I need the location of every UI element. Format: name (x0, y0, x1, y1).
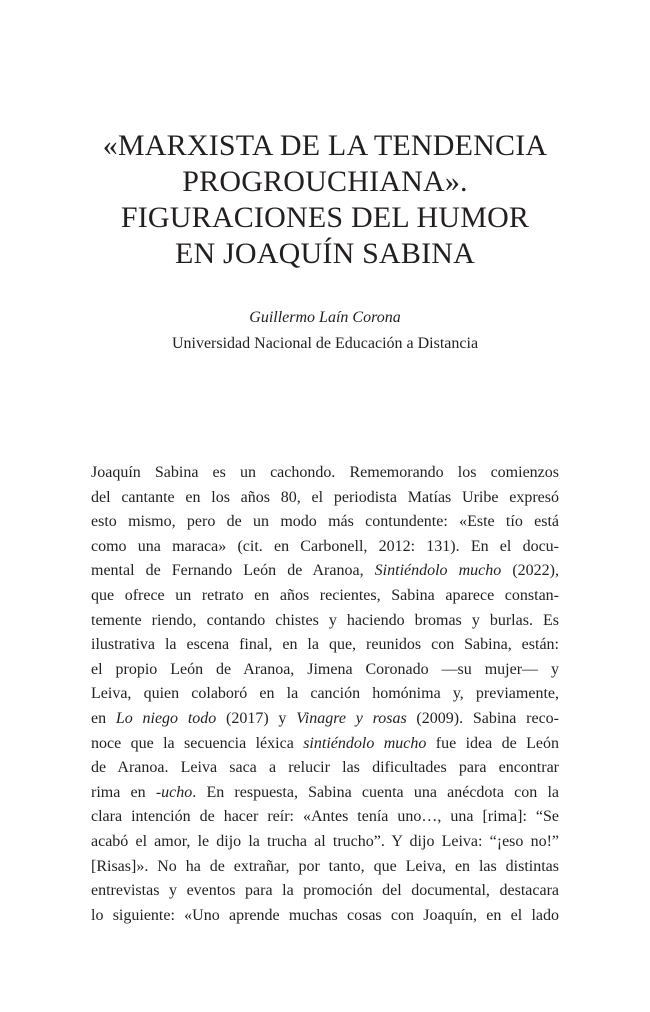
text-run: acabó el amor, le dijo la trucha al trucho”. Y dijo Leiva: “¡eso no!” (91, 832, 559, 850)
body-line (91, 879, 559, 904)
author-block (0, 306, 650, 356)
text-run: [Risas]». No ha de extrañar, por tanto, que Leiva, en las distintas (91, 857, 559, 875)
text-run: . En respuesta, Sabina cuenta una anécdota con la (192, 783, 559, 801)
text-run: mental de Fernando León de Aranoa, (91, 562, 375, 580)
text-run: (2009). Sabina reco- (406, 709, 559, 727)
italic-text: Lo niego todo (115, 709, 217, 727)
body-line (91, 633, 559, 658)
text-run: rima en (91, 783, 156, 801)
chapter-title (0, 128, 650, 272)
body-line (91, 855, 559, 880)
body-line (91, 732, 559, 757)
body-line (91, 535, 559, 560)
author-affiliation: Universidad Nacional de Educación a Distancia (171, 335, 479, 352)
body-line (91, 559, 559, 584)
body-line (91, 584, 559, 609)
body-line (91, 682, 559, 707)
text-run: entrevistas y eventos para la promoción del documental, destacara (91, 882, 559, 900)
text-run: Joaquín Sabina es un cachondo. Rememorando los comienzos (91, 464, 559, 481)
body-line (91, 756, 559, 781)
text-run: ilustrativa la escena final, en la que, reunidos con Sabina, están: (91, 636, 559, 654)
title-line: «MARXISTA DE LA TENDENCIA (102, 129, 548, 162)
text-run: del cantante en los años 80, el periodista Matías Uribe expresó (91, 488, 559, 506)
body-line (91, 781, 559, 806)
text-run: (2017) y (216, 709, 297, 727)
italic-text: Vinagre y rosas (296, 709, 407, 727)
text-run: en (91, 709, 116, 727)
text-run: noce que la secuencia léxica (91, 734, 304, 752)
title-line: EN JOAQUÍN SABINA (174, 237, 476, 270)
body-line (91, 830, 559, 855)
body-line (91, 904, 559, 929)
text-run: como una maraca» (cit. en Carbonell, 2012: 131). En el docu- (91, 537, 559, 555)
text-run: el propio León de Aranoa, Jimena Coronado —su mujer— y (91, 660, 559, 678)
italic-text: -ucho (155, 783, 193, 801)
text-run: esto mismo, pero de un modo más contundente: «Este tío está (91, 513, 559, 531)
italic-text: sintiéndolo mucho (303, 734, 427, 752)
body-line (91, 486, 559, 511)
text-run: (2022), (501, 562, 559, 580)
body-line (91, 805, 559, 830)
title-line: PROGROUCHIANA». (182, 165, 468, 198)
text-run: que ofrece un retrato en años recientes, Sabina aparece constan- (91, 586, 559, 604)
body-paragraph (91, 461, 559, 928)
text-run: Leiva, quien colaboró en la canción homónima y, previamente, (91, 685, 559, 703)
text-run: clara intención de hacer reír: «Antes tenía uno…, una [rima]: “Se (91, 808, 559, 826)
body-line (91, 609, 559, 634)
title-line: FIGURACIONES DEL HUMOR (120, 201, 530, 234)
text-run: lo siguiente: «Uno aprende muchas cosas con Joaquín, en el lado (91, 906, 559, 924)
body-line (91, 510, 559, 535)
text-run: temente riendo, contando chistes y haciendo bromas y burlas. Es (91, 611, 559, 629)
text-run: fue idea de León (426, 734, 559, 752)
author-name: Guillermo Laín Corona (249, 309, 401, 326)
text-run: de Aranoa. Leiva saca a relucir las dificultades para encontrar (91, 759, 559, 777)
italic-text: Sintiéndolo mucho (374, 562, 502, 580)
body-line (91, 658, 559, 683)
body-line (91, 707, 559, 732)
body-line (91, 461, 559, 486)
